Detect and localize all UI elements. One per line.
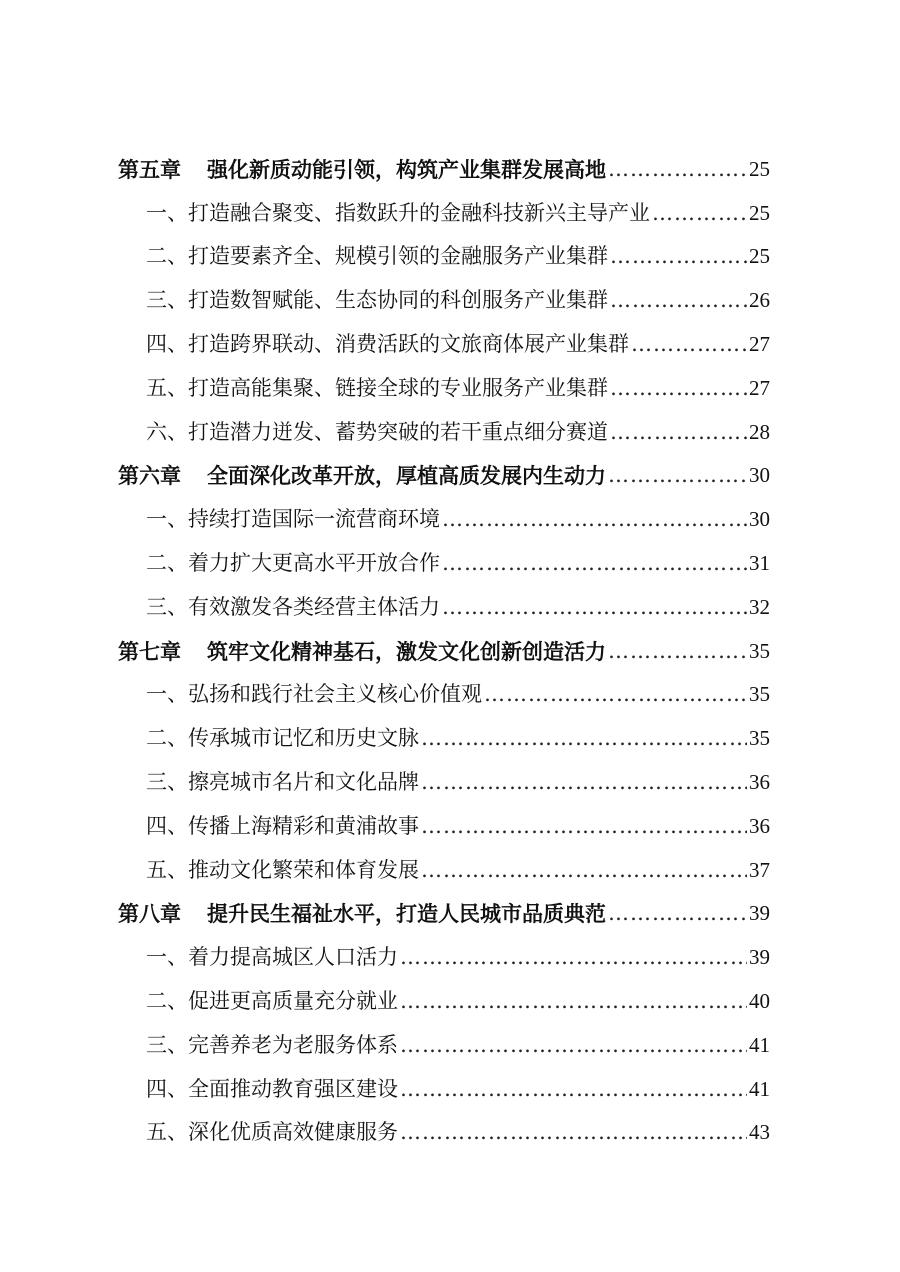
toc-section-entry[interactable] [118,749,770,793]
dot-leader [442,553,747,574]
dot-leader [400,947,747,968]
dot-leader [484,684,747,705]
section-title: 一、弘扬和践行社会主义核心价值观 [146,682,482,707]
page-number: 35 [749,638,770,663]
section-title: 一、打造融合聚变、指数跃升的金融科技新兴主导产业 [146,200,650,225]
dot-leader [400,991,747,1012]
chapter-number: 第五章 [118,156,181,182]
section-title: 四、传播上海精彩和黄浦故事 [146,813,419,838]
page-number: 25 [749,244,770,269]
dot-leader [652,203,747,224]
chapter-title: 强化新质动能引领，构筑产业集群发展高地 [207,156,606,182]
page-number: 41 [749,1076,770,1101]
section-title: 五、深化优质高效健康服务 [146,1120,398,1145]
section-title: 六、打造潜力迸发、蓄势突破的若干重点细分赛道 [146,419,608,444]
toc-section-entry[interactable] [118,355,770,399]
toc-section-entry[interactable] [118,1100,770,1144]
toc-section-entry[interactable] [118,399,770,443]
section-title: 二、打造要素齐全、规模引领的金融服务产业集群 [146,244,608,269]
table-of-contents [118,136,770,1143]
page-number: 27 [749,331,770,356]
dot-leader [442,597,747,618]
section-title: 五、打造高能集聚、链接全球的专业服务产业集群 [146,375,608,400]
toc-section-entry[interactable] [118,705,770,749]
toc-chapter-entry[interactable] [118,136,770,180]
page-number: 43 [749,1120,770,1145]
page-number: 35 [749,682,770,707]
section-title: 四、全面推动教育强区建设 [146,1076,398,1101]
page-number: 37 [749,857,770,882]
chapter-number: 第七章 [118,638,181,664]
dot-leader [400,1035,747,1056]
page-number: 40 [749,988,770,1013]
dot-leader [610,290,747,311]
toc-section-entry[interactable] [118,837,770,881]
page-number: 30 [749,507,770,532]
page-number: 31 [749,550,770,575]
page-number: 25 [749,156,770,181]
toc-section-entry[interactable] [118,793,770,837]
toc-chapter-entry[interactable] [118,881,770,925]
page-number: 39 [749,901,770,926]
toc-section-entry[interactable] [118,311,770,355]
dot-leader [421,816,747,837]
page-number: 35 [749,726,770,751]
chapter-title: 全面深化改革开放，厚植高质发展内生动力 [207,463,606,489]
dot-leader [400,1122,747,1143]
section-title: 二、促进更高质量充分就业 [146,988,398,1013]
toc-section-entry[interactable] [118,530,770,574]
dot-leader [400,1079,747,1100]
toc-section-entry[interactable] [118,924,770,968]
toc-section-entry[interactable] [118,574,770,618]
page-number: 39 [749,945,770,970]
dot-leader [610,378,747,399]
page-number: 32 [749,594,770,619]
dot-leader [421,772,747,793]
section-title: 二、传承城市记忆和历史文脉 [146,726,419,751]
page-number: 36 [749,769,770,794]
dot-leader [610,422,747,443]
chapter-number: 第六章 [118,463,181,489]
dot-leader [631,334,747,355]
toc-chapter-entry[interactable] [118,443,770,487]
toc-section-entry[interactable] [118,180,770,224]
dot-leader [442,509,747,530]
page-number: 25 [749,200,770,225]
toc-section-entry[interactable] [118,486,770,530]
section-title: 三、打造数智赋能、生态协同的科创服务产业集群 [146,288,608,313]
dot-leader [608,465,747,486]
section-title: 三、擦亮城市名片和文化品牌 [146,769,419,794]
toc-section-entry[interactable] [118,224,770,268]
page-number: 36 [749,813,770,838]
page-number: 28 [749,419,770,444]
page-number: 30 [749,463,770,488]
toc-section-entry[interactable] [118,662,770,706]
page-number: 41 [749,1032,770,1057]
chapter-number: 第八章 [118,901,181,927]
dot-leader [421,860,747,881]
section-title: 三、有效激发各类经营主体活力 [146,594,440,619]
section-title: 三、完善养老为老服务体系 [146,1032,398,1057]
toc-chapter-entry[interactable] [118,618,770,662]
toc-section-entry[interactable] [118,267,770,311]
page-number: 26 [749,288,770,313]
section-title: 一、着力提高城区人口活力 [146,945,398,970]
section-title: 五、推动文化繁荣和体育发展 [146,857,419,882]
dot-leader [608,641,747,662]
dot-leader [608,159,747,180]
section-title: 二、着力扩大更高水平开放合作 [146,550,440,575]
page-number: 27 [749,375,770,400]
toc-section-entry[interactable] [118,1012,770,1056]
section-title: 四、打造跨界联动、消费活跃的文旅商体展产业集群 [146,331,629,356]
dot-leader [608,903,747,924]
section-title: 一、持续打造国际一流营商环境 [146,507,440,532]
dot-leader [421,728,747,749]
toc-section-entry[interactable] [118,1056,770,1100]
chapter-title: 筑牢文化精神基石，激发文化创新创造活力 [207,638,606,664]
toc-section-entry[interactable] [118,968,770,1012]
dot-leader [610,246,747,267]
chapter-title: 提升民生福祉水平，打造人民城市品质典范 [207,901,606,927]
